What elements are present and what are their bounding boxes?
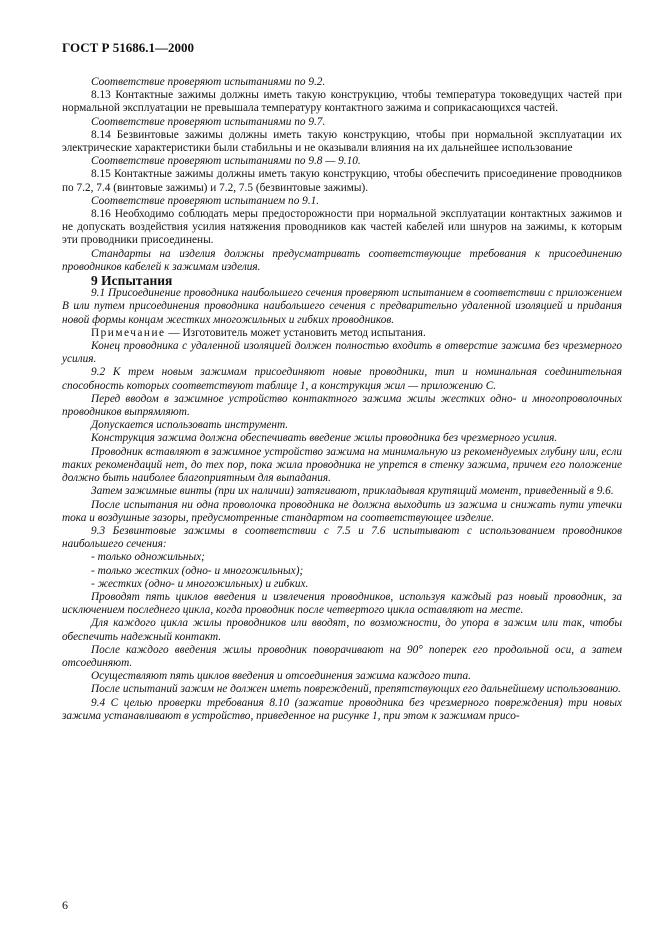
list-item: - жестких (одно- и многожильных) и гибких. bbox=[91, 577, 309, 590]
body-paragraph: После каждого введения жилы проводник поворачивают на 90° поперек его продольной оси, а затем отсоединяют. bbox=[62, 643, 622, 669]
body-paragraph: Осуществляют пять циклов введения и отсоединения зажима каждого типа. bbox=[91, 670, 471, 683]
clause-8-16: 8.16 Необходимо соблюдать меры предосторожности при нормальной эксплуатации контактных зажимов и не допускать воздействия усилия натяжения проводников как частей кабелей или шнуров на зажимы, к которым эти проводники присоединены. bbox=[62, 208, 622, 247]
note-paragraph bbox=[62, 327, 622, 340]
clause-9-1: 9.1 Присоединение проводника наибольшего сечения проверяют испытанием в соответствии с приложением В или путем присоединения проводника наибольшего сечения с предварительно удаленной изоляцией и придания новой формы концам жестких многожильных и гибких проводников. bbox=[62, 287, 622, 326]
body-paragraph: Проводят пять циклов введения и извлечения проводников, используя каждый раз новый проводник, за исключением последнего цикла, когда проводник после четвертого цикла оставляют на месте. bbox=[62, 590, 622, 617]
list-item: - только жестких (одно- и многожильных); bbox=[91, 564, 304, 577]
body-paragraph: После испытаний зажим не должен иметь повреждений, препятствующих его дальнейшему использованию. bbox=[91, 683, 621, 696]
clause-9-3: 9.3 Безвинтовые зажимы в соответствии с 7.5 и 7.6 испытывают с использованием проводников наибольшего сечения: bbox=[62, 524, 622, 551]
conformity-paragraph: Соответствие проверяют испытаниями по 9.8 — 9.10. bbox=[91, 155, 361, 168]
section-title: 9 Испытания bbox=[91, 273, 173, 289]
standards-paragraph: Стандарты на изделия должны предусматривать соответствующие требования к присоединению проводников кабелей к зажимам изделия. bbox=[62, 247, 622, 273]
body-paragraph: Перед вводом в зажимное устройство контактного зажима жилы жестких одно- и многопроволочных проводников выпрямляют. bbox=[62, 392, 622, 419]
conformity-paragraph: Соответствие проверяют испытаниями по 9.2. bbox=[91, 76, 326, 88]
body-paragraph: Допускается использовать инструмент. bbox=[91, 419, 289, 432]
note-label: Примечание bbox=[91, 326, 166, 339]
clause-8-15: 8.15 Контактные зажимы должны иметь такую конструкцию, чтобы обеспечить присоединение проводников по 7.2, 7.4 (винтовые зажимы) и 7.2, 7.5 (безвинтовые зажимы). bbox=[62, 168, 622, 194]
document-header: ГОСТ Р 51686.1—2000 bbox=[62, 40, 194, 55]
note-text: — Изготовитель может установить метод испытания. bbox=[165, 326, 426, 339]
body-paragraph: Затем зажимные винты (при их наличии) затягивают, прикладывая крутящий момент, приведенный в 9.6. bbox=[91, 485, 614, 498]
body-paragraph: Конец проводника с удаленной изоляцией должен полностью входить в отверстие зажима без чрезмерного усилия. bbox=[62, 340, 622, 366]
body-paragraph: Для каждого цикла жилы проводников или вводят, по возможности, до упора в зажим или так, чтобы обеспечить надежный контакт. bbox=[62, 617, 622, 643]
clause-8-14: 8.14 Безвинтовые зажимы должны иметь такую конструкцию, чтобы при нормальной эксплуатации их электрические характеристики были стабильны и не оказывали влияния на их дальнейшее использование bbox=[62, 128, 622, 155]
clause-9-4: 9.4 С целью проверки требования 8.10 (зажатие проводника без чрезмерного повреждения) три новых зажима устанавливают в устройство, приведенное на рисунке 1, при этом к зажимам присо- bbox=[62, 696, 622, 722]
body-paragraph: Конструкция зажима должна обеспечивать введение жилы проводника без чрезмерного усилия. bbox=[91, 432, 558, 445]
document-body bbox=[62, 76, 622, 723]
page-number: 6 bbox=[62, 898, 68, 912]
body-paragraph: После испытания ни одна проволочка проводника не должна выходить из зажима и снижать пути утечки тока и воздушные зазоры, предусмотренные стандартом на соответствующее изделие. bbox=[62, 498, 622, 524]
list-item: - только одножильных; bbox=[91, 551, 205, 564]
body-paragraph: Проводник вставляют в зажимное устройство зажима на минимальную из рекомендуемых глубину или, если таких рекомендаций нет, до тех пор, пока жила проводника не упрется в стенку зажима, причем его положение должно быть наиболее благоприятным для выпадания. bbox=[62, 445, 622, 485]
clause-9-2: 9.2 К трем новым зажимам присоединяют новые проводники, тип и номинальная соединительная способность которых соответствуют таблице 1, а конструкция жил — приложению С. bbox=[62, 366, 622, 392]
conformity-paragraph: Соответствие проверяют испытанием по 9.1. bbox=[91, 194, 320, 207]
clause-8-13: 8.13 Контактные зажимы должны иметь такую конструкцию, чтобы температура токоведущих частей при нормальной эксплуатации не превышала температуру контактного зажима и соприкасающихся частей. bbox=[62, 89, 622, 115]
conformity-paragraph: Соответствие проверяют испытаниями по 9.7. bbox=[91, 115, 326, 128]
